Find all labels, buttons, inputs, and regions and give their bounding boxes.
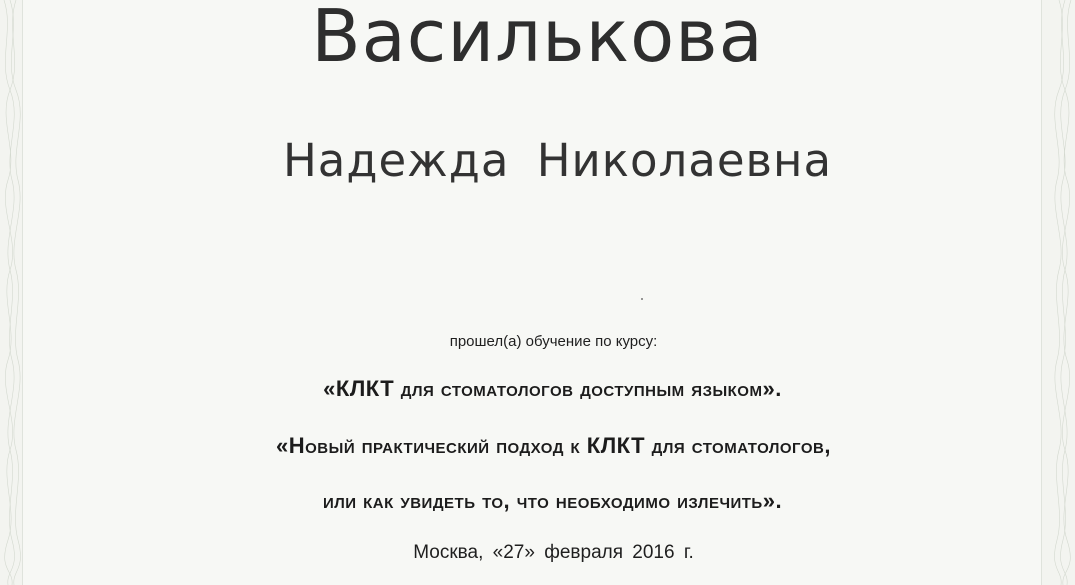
course-title-line-1: «КЛКТ для стоматологов доступным языком».: [323, 376, 782, 401]
location-and-date: Москва, «27» февраля 2016 г.: [413, 542, 694, 563]
paper-speck: [641, 298, 643, 300]
course-title-line-2: «Новый практический подход к КЛКТ для стоматологов,: [276, 433, 831, 458]
recipient-surname: Василькова: [311, 0, 764, 78]
course-title-line-3: или как увидеть то, что необходимо излечить».: [322, 488, 783, 513]
recipient-given-names: Надежда Николаевна: [282, 134, 833, 187]
completion-statement: прошел(а) обучение по курсу:: [449, 333, 658, 350]
